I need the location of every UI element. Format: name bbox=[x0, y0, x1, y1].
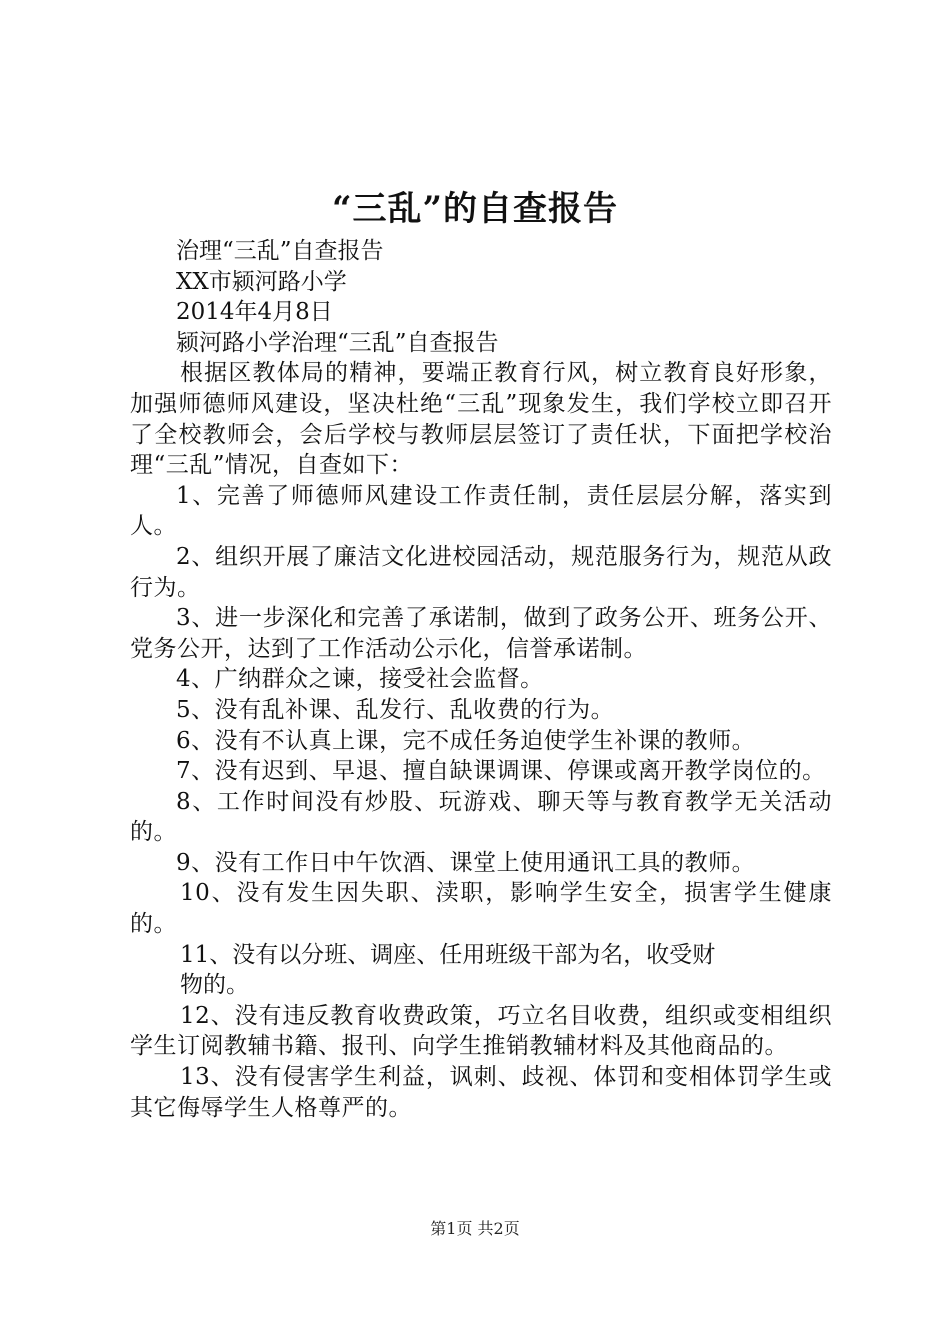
list-item: 8、工作时间没有炒股、玩游戏、聊天等与教育教学无关活动的。 bbox=[130, 788, 832, 846]
list-item: 6、没有不认真上课，完不成任务迫使学生补课的教师。 bbox=[176, 727, 756, 754]
header-line-date: 2014年4月8日 bbox=[176, 299, 333, 326]
list-item: 9、没有工作日中午饮酒、课堂上使用通讯工具的教师。 bbox=[176, 849, 756, 876]
list-item: 12、没有违反教育收费政策，巧立名目收费，组织或变相组织学生订阅教辅书籍、报刊、向学生推销教辅材料及其他商品的。 bbox=[130, 1002, 832, 1060]
page-number-footer: 第1页 共2页 bbox=[430, 1219, 520, 1238]
document-body bbox=[130, 236, 832, 1123]
list-item: 4、广纳群众之谏，接受社会监督。 bbox=[176, 666, 544, 693]
document-title: “三乱”的自查报告 bbox=[331, 189, 619, 229]
list-item: 10、没有发生因失职、渎职，影响学生安全，损害学生健康的。 bbox=[130, 880, 832, 938]
header-line-subtitle: 颍河路小学治理“三乱”自查报告 bbox=[176, 329, 499, 356]
list-item: 13、没有侵害学生利益，讽刺、歧视、体罚和变相体罚学生或其它侮辱学生人格尊严的。 bbox=[130, 1064, 832, 1121]
list-item: 3、进一步深化和完善了承诺制，做到了政务公开、班务公开、党务公开，达到了工作活动公示化，信誉承诺制。 bbox=[130, 605, 832, 662]
list-item: 2、组织开展了廉洁文化进校园活动，规范服务行为，规范从政行为。 bbox=[130, 543, 832, 601]
header-line-heading: 治理“三乱”自查报告 bbox=[176, 238, 384, 264]
list-item: 1、完善了师德师风建设工作责任制，责任层层分解，落实到人。 bbox=[130, 482, 832, 540]
header-line-school: XX市颍河路小学 bbox=[176, 268, 347, 295]
list-item-11-line2: 物的。 bbox=[180, 972, 249, 999]
list-item: 5、没有乱补课、乱发行、乱收费的行为。 bbox=[176, 696, 615, 723]
list-item-11-line1: 11、没有以分班、调座、任用班级干部为名，收受财 bbox=[180, 941, 716, 968]
intro-paragraph: 根据区教体局的精神，要端正教育行风，树立教育良好形象，加强师德师风建设，坚决杜绝“三乱”现象发生，我们学校立即召开了全校教师会，会后学校与教师层层签订了责任状，下面把学校治理“三乱”情况，自查如下： bbox=[130, 360, 832, 479]
list-item: 7、没有迟到、早退、擅自缺课调课、停课或离开教学岗位的。 bbox=[176, 758, 826, 785]
